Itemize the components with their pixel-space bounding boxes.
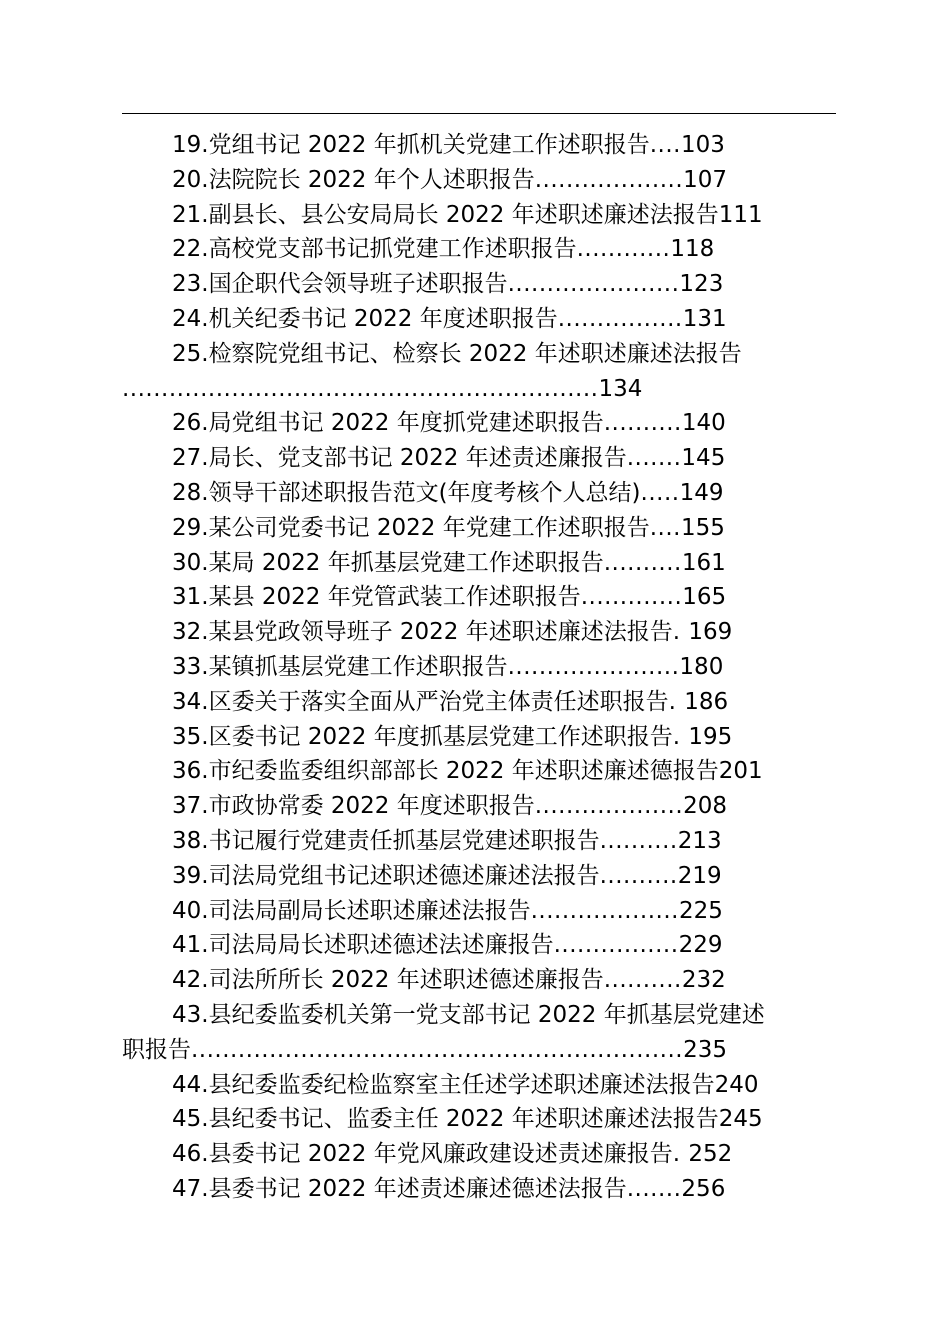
toc-entry[interactable] <box>122 337 838 372</box>
toc-entry-number: 31. <box>172 584 209 611</box>
toc-entry-title: 司法所所长 2022 年述职述德述廉报告 <box>208 967 604 994</box>
toc-entry-page-number: 229 <box>678 932 723 959</box>
toc-entry[interactable] <box>122 546 838 581</box>
toc-entry-number: 19. <box>172 132 209 158</box>
toc-entry-title: 县委书记 2022 年党风廉政建设述责述廉报告 <box>208 1141 673 1168</box>
toc-entry-number: 29. <box>172 514 209 541</box>
toc-leader-dots: .... <box>649 132 681 158</box>
toc-entry[interactable] <box>122 1068 838 1103</box>
toc-entry-number: 44. <box>172 1071 209 1098</box>
toc-leader-dots: .......... <box>603 410 682 437</box>
toc-leader-dots: . <box>668 688 685 715</box>
toc-entry[interactable] <box>122 720 838 755</box>
toc-entry-number: 25. <box>172 340 209 367</box>
toc-leader-dots: ................... <box>534 166 684 193</box>
toc-entry-page-number: 245 <box>718 1106 763 1133</box>
toc-entry[interactable] <box>122 441 838 476</box>
toc-entry-page-number: 145 <box>681 445 726 472</box>
toc-entry[interactable] <box>122 650 838 685</box>
toc-entry-number: 27. <box>172 445 209 472</box>
toc-entry[interactable] <box>122 754 838 789</box>
toc-leader-dots: .......... <box>599 862 678 889</box>
toc-entry-number: 30. <box>172 549 209 576</box>
toc-entry-number: 20. <box>172 166 209 193</box>
toc-entry[interactable] <box>122 511 838 546</box>
toc-leader-dots: ...................... <box>507 653 680 680</box>
toc-entry-number: 21. <box>172 201 209 228</box>
toc-entry-title: 司法局副局长述职述廉述法报告 <box>208 897 531 924</box>
toc-entry[interactable] <box>122 406 838 441</box>
toc-entry[interactable] <box>122 163 838 198</box>
toc-entry-title: 国企职代会领导班子述职报告 <box>208 271 508 298</box>
toc-entry-title: 区委书记 2022 年度抓基层党建工作述职报告 <box>208 723 673 750</box>
toc-leader-dots: .......... <box>599 827 678 854</box>
toc-entry-number: 45. <box>172 1106 209 1133</box>
toc-entry-page-number: 149 <box>679 479 724 506</box>
toc-entry-number: 38. <box>172 827 209 854</box>
toc-entry[interactable] <box>122 476 838 511</box>
toc-entry[interactable] <box>122 998 838 1033</box>
toc-entry-page-number: 165 <box>682 584 727 611</box>
toc-entry-page-number: 123 <box>679 271 724 298</box>
toc-leader-dots: . <box>672 619 689 646</box>
toc-entry-number: 28. <box>172 479 209 506</box>
toc-entry-title: 法院院长 2022 年个人述职报告 <box>208 166 535 193</box>
toc-entry-title: 市纪委监委组织部部长 2022 年述职述廉述德报告 <box>208 758 719 785</box>
toc-leader-dots: ............................................................. <box>122 375 599 402</box>
toc-entry-title: 司法局党组书记述职述德述廉述法报告 <box>208 862 600 889</box>
toc-entry-page-number: 134 <box>598 375 643 402</box>
toc-entry-continuation-line[interactable] <box>122 1033 838 1068</box>
toc-entry-page-number: 195 <box>688 723 733 750</box>
toc-leader-dots: ............. <box>580 584 683 611</box>
toc-entry[interactable] <box>122 580 838 615</box>
toc-entry-number: 42. <box>172 967 209 994</box>
toc-entry-number: 22. <box>172 236 209 263</box>
toc-entry-title: 县纪委监委纪检监察室主任述学述职述廉述法报告 <box>208 1071 715 1098</box>
toc-entry-title-continuation: 职报告 <box>122 1036 191 1063</box>
table-of-contents <box>122 128 838 1207</box>
toc-entry-number: 40. <box>172 897 209 924</box>
toc-entry-title: 县纪委书记、监委主任 2022 年述职述廉述法报告 <box>208 1106 719 1133</box>
toc-leader-dots: . <box>672 723 689 750</box>
toc-entry[interactable] <box>122 824 838 859</box>
toc-entry-page-number: 208 <box>683 793 728 820</box>
toc-entry-page-number: 180 <box>679 653 724 680</box>
toc-leader-dots: .......... <box>603 549 682 576</box>
toc-entry-number: 33. <box>172 653 209 680</box>
toc-entry-title: 县委书记 2022 年述责述廉述德述法报告 <box>208 1175 627 1202</box>
toc-entry-page-number: 225 <box>679 897 723 924</box>
toc-entry-title: 某县 2022 年党管武装工作述职报告 <box>208 584 581 611</box>
toc-entry-page-number: 201 <box>718 758 763 785</box>
toc-entry-page-number: 240 <box>714 1071 759 1098</box>
toc-entry-page-number: 140 <box>681 410 726 437</box>
toc-leader-dots: ................ <box>557 305 683 332</box>
toc-entry[interactable] <box>122 1137 838 1172</box>
toc-leader-dots: ................... <box>530 897 679 924</box>
toc-entry-title: 局党组书记 2022 年度抓党建述职报告 <box>208 410 604 437</box>
toc-entry-number: 34. <box>172 688 209 715</box>
toc-leader-dots: ............................................................... <box>191 1036 684 1063</box>
toc-entry[interactable] <box>122 685 838 720</box>
toc-entry[interactable] <box>122 928 838 963</box>
toc-entry-page-number: 186 <box>684 688 729 715</box>
toc-entry[interactable] <box>122 1102 838 1137</box>
toc-entry-title: 领导干部述职报告范文(年度考核个人总结) <box>208 479 641 506</box>
toc-entry-number: 43. <box>172 1001 209 1028</box>
toc-entry-page-number: 219 <box>677 862 722 889</box>
toc-entry[interactable] <box>122 859 838 894</box>
toc-entry-number: 39. <box>172 862 209 889</box>
toc-entry-title: 某公司党委书记 2022 年党建工作述职报告 <box>208 514 650 541</box>
toc-entry-title: 县纪委监委机关第一党支部书记 2022 年抓基层党建述 <box>208 1001 765 1028</box>
toc-entry[interactable] <box>122 789 838 824</box>
toc-leader-dots: .......... <box>603 967 682 994</box>
toc-entry-number: 47. <box>172 1175 209 1202</box>
toc-leader-dots: ....... <box>626 445 682 472</box>
toc-entry-title: 书记履行党建责任抓基层党建述职报告 <box>208 827 600 854</box>
toc-entry[interactable] <box>122 198 838 233</box>
toc-entry-title: 区委关于落实全面从严治党主体责任述职报告 <box>208 688 669 715</box>
toc-entry-title: 副县长、县公安局局长 2022 年述职述廉述法报告 <box>208 201 719 228</box>
toc-entry-title: 某县党政领导班子 2022 年述职述廉述法报告 <box>208 619 673 646</box>
toc-entry-number: 36. <box>172 758 209 785</box>
toc-entry-number: 46. <box>172 1141 209 1168</box>
toc-entry-title: 党组书记 2022 年抓机关党建工作述职报告 <box>208 132 650 158</box>
toc-entry[interactable] <box>122 1172 838 1207</box>
toc-entry-title: 机关纪委书记 2022 年度述职报告 <box>208 305 558 332</box>
toc-entry-page-number: 103 <box>680 132 725 158</box>
toc-leader-dots: . <box>672 1141 689 1168</box>
toc-entry-number: 41. <box>172 932 209 959</box>
toc-leader-dots: .... <box>649 514 681 541</box>
toc-leader-dots: ................... <box>534 793 684 820</box>
toc-leader-dots: ................ <box>553 932 679 959</box>
toc-entry-number: 26. <box>172 410 209 437</box>
toc-entry-number: 35. <box>172 723 209 750</box>
toc-entry[interactable] <box>122 615 838 650</box>
toc-entry-page-number: 169 <box>688 619 733 646</box>
toc-entry-page-number: 155 <box>680 514 725 541</box>
toc-entry-title: 高校党支部书记抓党建工作述职报告 <box>208 236 577 263</box>
toc-entry[interactable] <box>122 267 838 302</box>
toc-entry-title: 司法局局长述职述德述法述廉报告 <box>208 932 554 959</box>
toc-leader-dots: ..... <box>640 479 680 506</box>
toc-entry-page-number: 161 <box>681 549 726 576</box>
toc-entry-number: 37. <box>172 793 209 820</box>
toc-entry-page-number: 131 <box>682 305 727 332</box>
toc-entry-number: 32. <box>172 619 209 646</box>
toc-entry[interactable] <box>122 302 838 337</box>
toc-entry-title: 检察院党组书记、检察长 2022 年述职述廉述法报告 <box>208 340 742 367</box>
header-rule <box>122 113 836 114</box>
toc-entry-page-number: 118 <box>670 236 715 263</box>
toc-entry-title: 某镇抓基层党建工作述职报告 <box>208 653 508 680</box>
toc-entry[interactable] <box>122 963 838 998</box>
toc-entry-page-number: 232 <box>681 967 726 994</box>
toc-entry-title: 某局 2022 年抓基层党建工作述职报告 <box>208 549 604 576</box>
toc-entry-title: 市政协常委 2022 年度述职报告 <box>208 793 535 820</box>
toc-entry-page-number: 111 <box>718 201 763 228</box>
toc-entry-page-number: 256 <box>681 1175 726 1202</box>
toc-entry[interactable] <box>122 894 838 929</box>
toc-entry-page-number: 107 <box>683 166 728 193</box>
toc-entry-continuation-line[interactable] <box>122 372 838 407</box>
toc-leader-dots: ....... <box>626 1175 682 1202</box>
toc-entry-number: 23. <box>172 271 209 298</box>
toc-leader-dots: ............ <box>576 236 671 263</box>
toc-entry-page-number: 235 <box>683 1036 728 1063</box>
toc-entry-title: 局长、党支部书记 2022 年述责述廉报告 <box>208 445 627 472</box>
toc-leader-dots: ...................... <box>507 271 680 298</box>
toc-entry[interactable] <box>122 232 838 267</box>
toc-entry-number: 24. <box>172 305 209 332</box>
toc-entry-page-number: 213 <box>677 827 722 854</box>
toc-entry-page-number: 252 <box>688 1141 733 1168</box>
toc-entry[interactable] <box>122 128 838 163</box>
